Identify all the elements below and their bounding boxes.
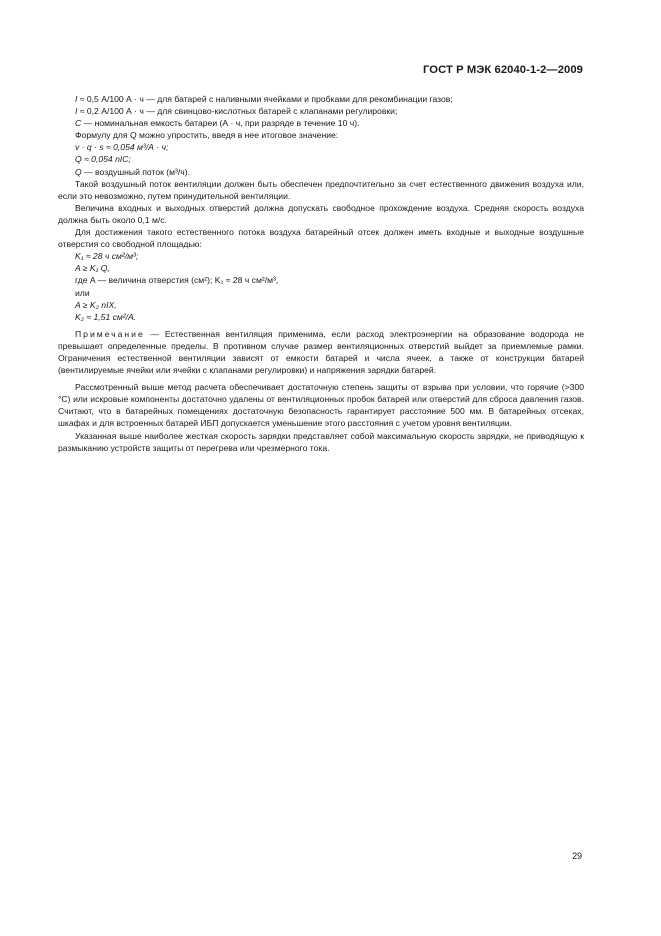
paragraph-protection: Рассмотренный выше метод расчета обеспечивает достаточную степень защиты от взрыва при условии, что горячие (>300 °С) или искровые компоненты достаточно удалены от вентиляционных пробок батарей или отверстий для сброса давления газов. Считают, что в батарейных помещениях достаточную безопасность гарантирует расстояние 500 мм. В батарейных отсеках, шкафах и для встроенных батарей ИБП допускается уменьшение этого расстояния с учетом уровня вентиляции. bbox=[58, 382, 584, 429]
note-label: Примечание bbox=[75, 328, 145, 339]
def-q: Q — воздушный поток (м³/ч). bbox=[75, 166, 191, 177]
page-number: 29 bbox=[572, 851, 582, 861]
def-line-2: I ≈ 0,2 А/100 А · ч — для свинцово-кислотных батарей с клапанами регулировки; bbox=[75, 106, 398, 117]
formula-intro: Формулу для Q можно упростить, введя в нее итоговое значение: bbox=[75, 130, 339, 141]
formula-where: где A — величина отверстия (см²); K₁ ≈ 28 ч см²/м³, bbox=[75, 275, 279, 286]
page-content bbox=[58, 93, 584, 454]
note-text: — Естественная вентиляция применима, если расход электроэнергии на образование водорода не превышает определенные пределы. В противном случае размер вентиляционных отверстий выйдет за приемлемые рамки. Ограничения естественной вентиляции зависят от емкости батарей и числа ячеек, а также от конструкции батарей (вентилируемые ячейки или ячейки с клапанами регулировки) и напряжения зарядки батарей. bbox=[58, 328, 584, 376]
document-header: ГОСТ Р МЭК 62040-1-2—2009 bbox=[422, 64, 583, 76]
formula-k2: K₂ ≈ 1,51 см²/А. bbox=[75, 311, 137, 322]
formula-k1: K₁ ≈ 28 ч см²/м³; bbox=[75, 251, 139, 262]
paragraph-airflow: Такой воздушный поток вентиляции должен быть обеспечен предпочтительно за счет естественного движения воздуха или, если это невозможно, путем принудительной вентиляции. bbox=[58, 178, 584, 201]
symbol-c: C bbox=[75, 118, 82, 129]
symbol-i: I bbox=[75, 94, 78, 104]
formula-vqs: v · q · s ≈ 0,054 м³/А · ч; bbox=[75, 142, 169, 153]
formula-a-ge-k1q: A ≥ K₁ Q, bbox=[75, 263, 110, 274]
def-line-1: I ≈ 0,5 А/100 А · ч — для батарей с наливными ячейками и пробками для рекомбинации газов; bbox=[75, 94, 453, 104]
symbol-i: I bbox=[75, 106, 78, 117]
def-line-3: C — номинальная емкость батареи (А · ч, при разряде в течение 10 ч). bbox=[75, 118, 360, 129]
formula-or: или bbox=[75, 287, 90, 298]
paragraph-charging: Указанная выше наиболее жесткая скорость зарядки представляет собой максимальную скорость зарядки, не приводящую к размыканию устройств защиты от перегрева или чрезмерного тока. bbox=[58, 430, 584, 453]
formula-q: Q ≈ 0,054 nIC; bbox=[75, 154, 131, 165]
note-block bbox=[58, 328, 584, 376]
paragraph-openings: Величина входных и выходных отверстий должна допускать свободное прохождение воздуха. Средняя скорость воздуха должна быть около 0,1 м/с. bbox=[58, 202, 584, 225]
formula-a-ge-k2nix: A ≥ K₂ nIX, bbox=[75, 299, 117, 310]
paragraph-natural-flow: Для достижения такого естественного потока воздуха батарейный отсек должен иметь входные и выходные воздушные отверстия со свободной площадью: bbox=[58, 227, 584, 250]
